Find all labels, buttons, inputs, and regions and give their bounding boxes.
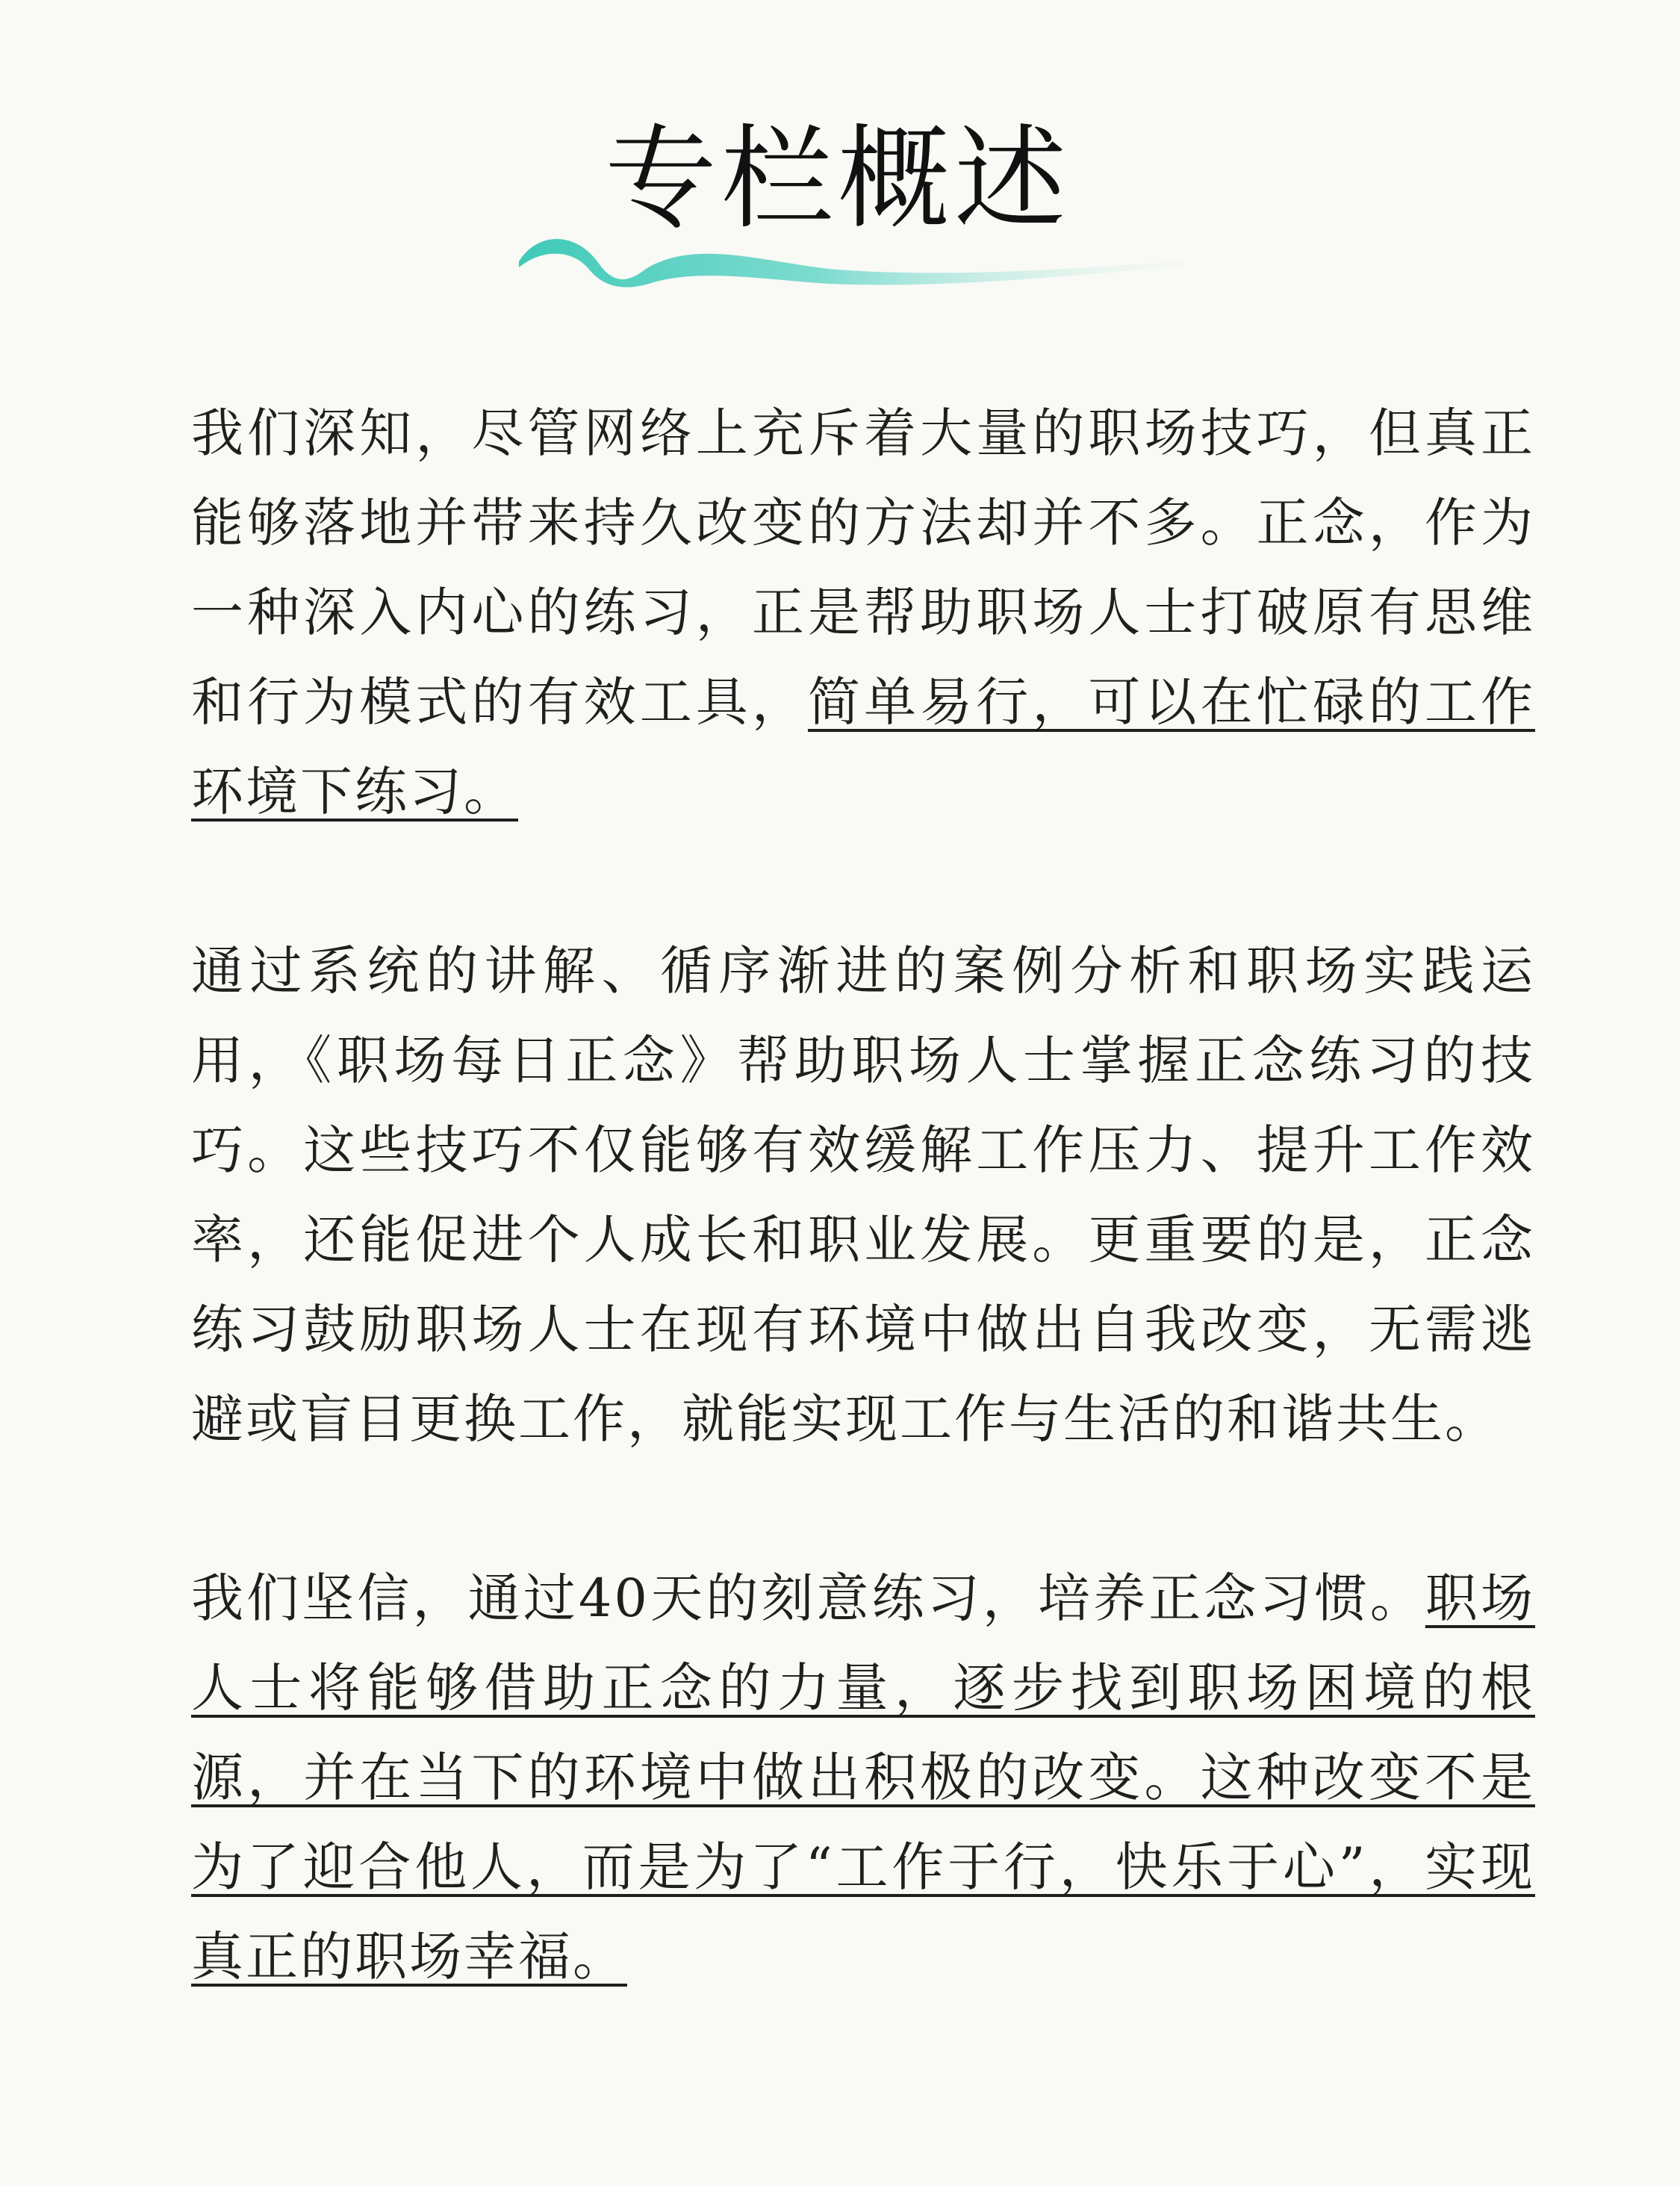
title-section	[515, 112, 1187, 299]
paragraph-3-text: 我们坚信，通过40天的刻意练习，培养正念习惯。	[191, 1568, 1425, 1629]
paragraph-1-underlined: 简单易行，可以在忙碌的工作环境下练习。	[191, 671, 1536, 822]
paragraph-2	[191, 926, 1535, 1464]
paragraph-3	[191, 1553, 1535, 2002]
paragraph-1	[191, 388, 1535, 836]
paragraph-2-text: 通过系统的讲解、循序渐进的案例分析和职场实践运用，《职场每日正念》帮助职场人士掌握正念练习的技巧。这些技巧不仅能够有效缓解工作压力、提升工作效率，还能促进个人成长和职业发展。更重要的是，正念练习鼓励职场人士在现有环境中做出自我改变，无需逃避或盲目更换工作，就能实现工作与生活的和谐共生。	[191, 940, 1535, 1450]
paragraph-3-underlined: 职场人士将能够借助正念的力量，逐步找到职场困境的根源，并在当下的环境中做出积极的改变。这种改变不是为了迎合他人，而是为了“工作于行，快乐于心”，实现真正的职场幸福。	[191, 1568, 1536, 1987]
article-body	[191, 388, 1535, 2002]
page-title: 专栏概述	[605, 114, 1071, 244]
paragraph-1-text: 我们深知，尽管网络上充斥着大量的职场技巧，但真正能够落地并带来持久改变的方法却并不多。正念，作为一种深入内心的练习，正是帮助职场人士打破原有思维和行为模式的有效工具，	[191, 403, 1535, 733]
